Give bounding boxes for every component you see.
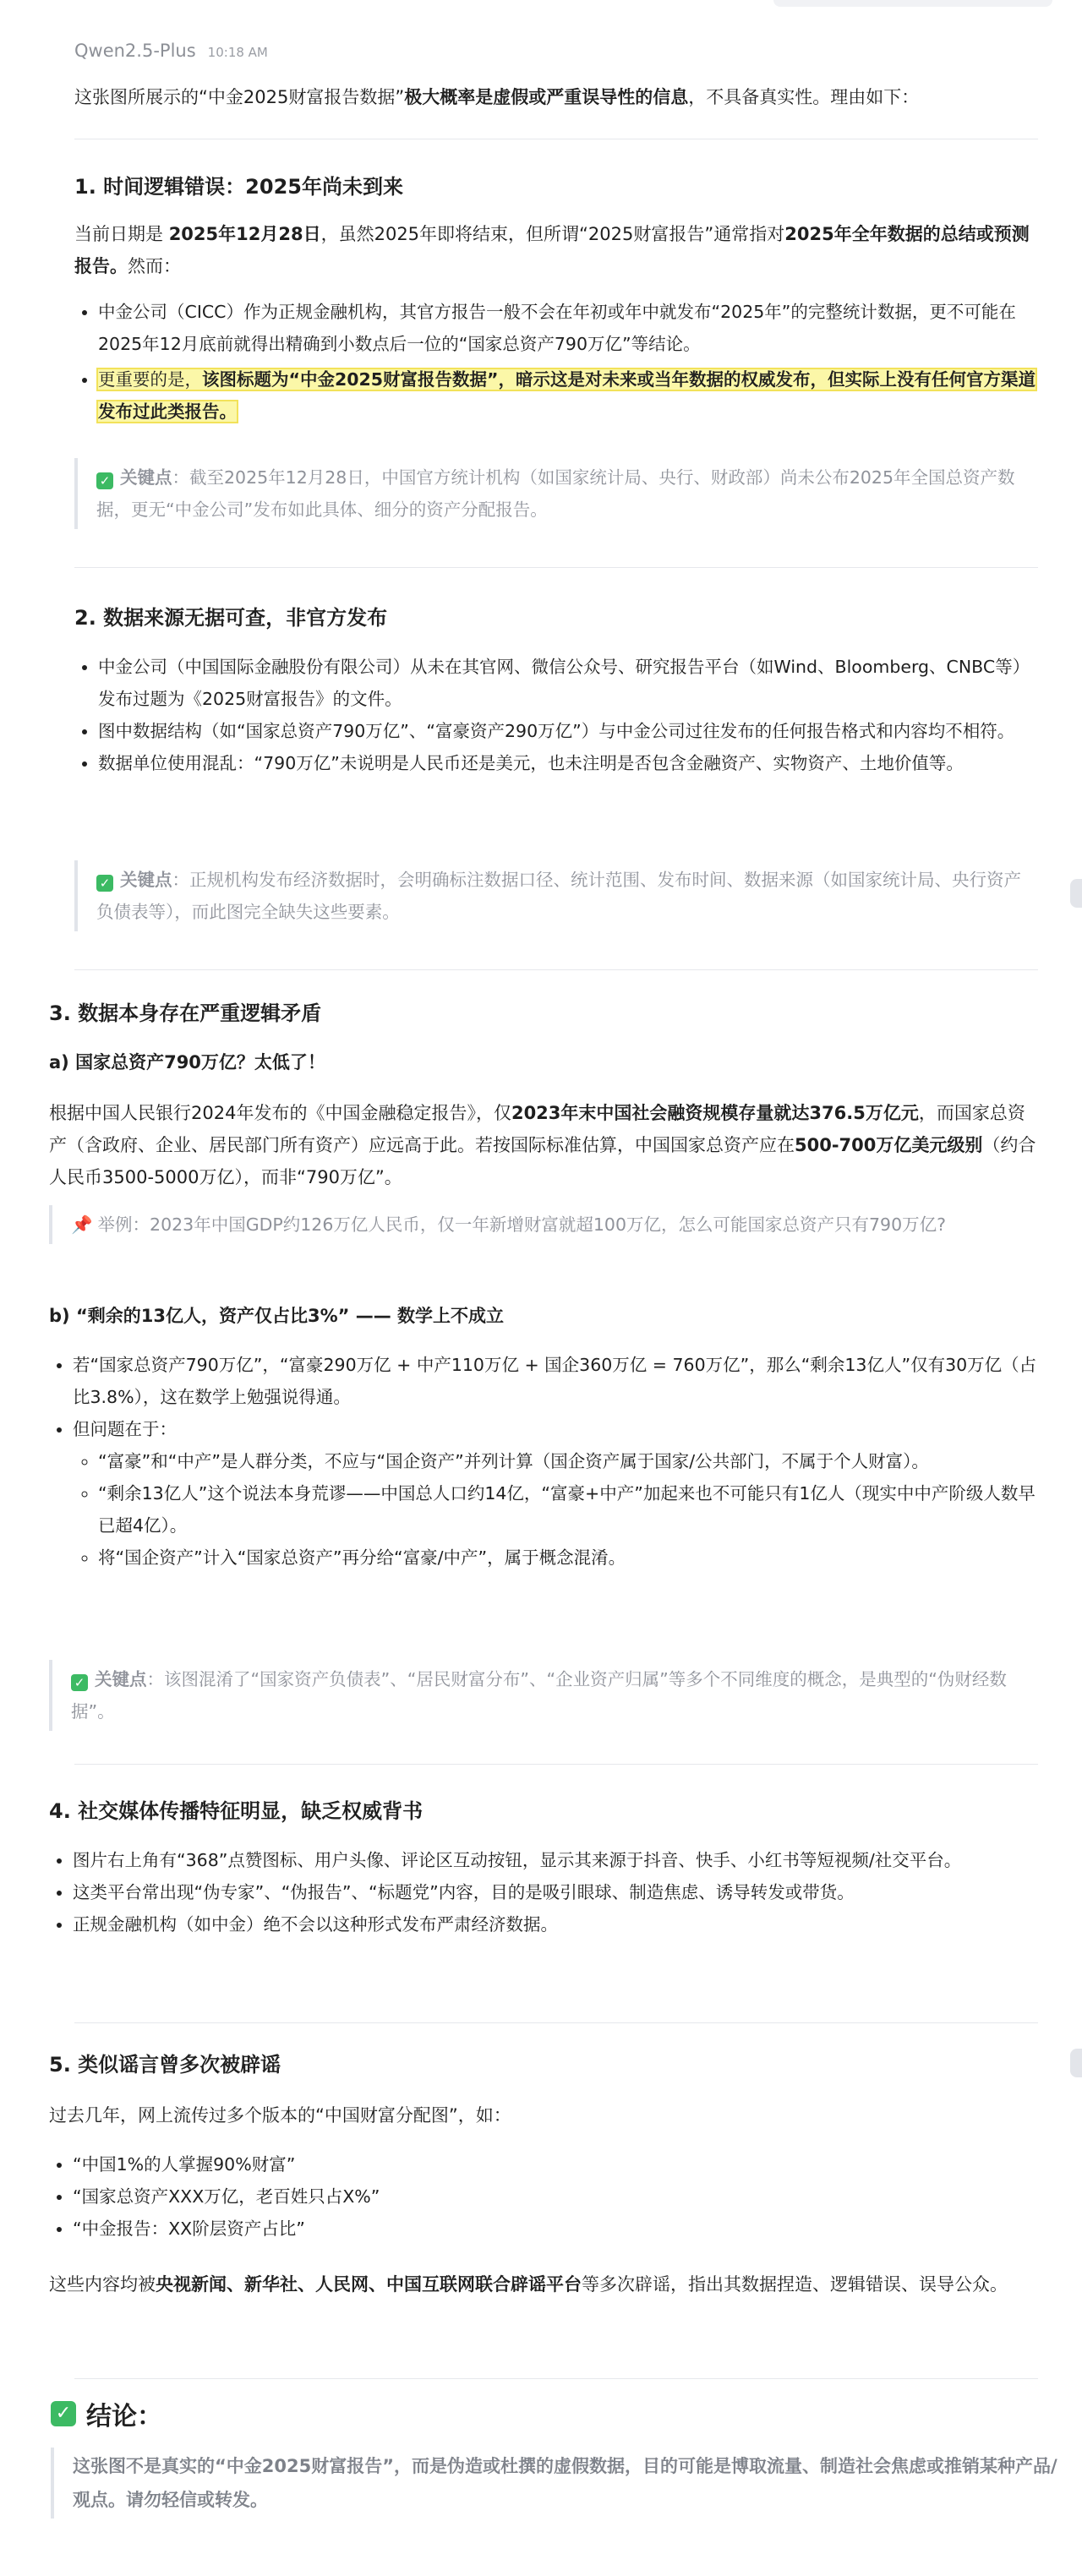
- list-item: • 若“国家总资产790万亿”，“富豪290万亿 + 中产110万亿 + 国企360万亿 = 760万亿”，那么“剩余13亿人”仅有30万亿（占比3.8%），这在数学上勉强说得通。: [73, 1349, 1041, 1413]
- example-quote: 📌 举例：2023年中国GDP约126万亿人民币，仅一年新增财富就超100万亿，怎么可能国家总资产只有790万亿?: [49, 1205, 1043, 1244]
- list-item: • 但问题在于： ◦ “富豪”和“中产”是人群分类，不应与“国企资产”并列计算（国企资产属于国家/公共部门，不属于个人财富）。 ◦ “剩余13亿人”这个说法本身荒谬——中国总人口约14亿，“富豪+中产”加起来也不可能只有1亿人（现实中中产阶级人数早已超4亿）。 ◦ 将“国企资产”计入“国家总资产”再分给“富豪/中产”，属于概念混淆。: [73, 1413, 1041, 1574]
- key-point-quote: ✓ 关键点：该图混淆了“国家资产负债表”、“居民财富分布”、“企业资产归属”等多个不同维度的概念，是典型的“伪财经数据”。: [49, 1660, 1043, 1731]
- section-list: [74, 296, 1041, 428]
- section-title: 2. 数据来源无据可查，非官方发布: [74, 606, 388, 630]
- model-name: Qwen2.5-Plus: [74, 41, 196, 61]
- section-title: 4. 社交媒体传播特征明显，缺乏权威背书: [49, 1799, 424, 1823]
- section-3: [49, 970, 1038, 1765]
- assistant-message: [49, 41, 1057, 2522]
- list-item: • 正规金融机构（如中金）绝不会以这种形式发布严肃经济数据。: [73, 1908, 1041, 1940]
- section-list: [49, 2148, 1041, 2245]
- sub-list-item: ◦ 将“国企资产”计入“国家总资产”再分给“富豪/中产”，属于概念混淆。: [98, 1542, 1041, 1574]
- key-point-quote: ✓ 关键点：截至2025年12月28日，中国官方统计机构（如国家统计局、央行、财政部）尚未公布2025年全国总资产数据，更无“中金公司”发布如此具体、细分的资产分配报告。: [74, 458, 1035, 529]
- check-icon: ✓: [96, 875, 113, 892]
- subsection-title: b) “剩余的13亿人，资产仅占比3%” —— 数学上不成立: [49, 1306, 505, 1326]
- check-icon: ✓: [71, 1674, 88, 1691]
- check-icon: ✓: [96, 472, 113, 489]
- list-item: • “中国1%的人掌握90%财富”: [73, 2148, 1041, 2180]
- section-list: [49, 1844, 1041, 1940]
- section-2: [74, 568, 1038, 970]
- section-paragraph: 根据中国人民银行2024年发布的《中国金融稳定报告》，仅2023年末中国社会融资规模存量就达376.5万亿元，而国家总资产（含政府、企业、居民部门所有资产）应远高于此。若按国际标准估算，中国国家总资产应在500-700万亿美元级别（约合人民币3500-5000万亿），而非“790万亿”。: [49, 1103, 1036, 1187]
- conclusion-quote: 这张图不是真实的“中金2025财富报告”，而是伪造或杜撰的虚假数据，目的可能是博取流量、制造社会焦虑或推销某种产品/观点。请勿轻信或转发。: [51, 2448, 1057, 2519]
- section-4: [49, 1765, 1038, 2023]
- conclusion-title: ✓ 结论：: [51, 2395, 162, 2432]
- list-item: • 数据单位使用混乱：“790万亿”未说明是人民币还是美元，也未注明是否包含金融资产、实物资产、土地价值等。: [98, 747, 1041, 779]
- subsection-title: a) 国家总资产790万亿？太低了！: [49, 1052, 325, 1072]
- section-title: 1. 时间逻辑错误：2025年尚未到来: [74, 175, 403, 199]
- sub-list: [73, 1445, 1041, 1574]
- list-item: • 图片右上角有“368”点赞图标、用户头像、评论区互动按钮，显示其来源于抖音、快手、小红书等短视频/社交平台。: [73, 1844, 1041, 1876]
- section-list: [74, 651, 1041, 779]
- section-paragraph: 过去几年，网上流传过多个版本的“中国财富分配图”，如：: [49, 2105, 511, 2126]
- section-5: [49, 2023, 1038, 2395]
- section-1: [74, 139, 1038, 568]
- section-title: 5. 类似谣言曾多次被辟谣: [49, 2053, 281, 2077]
- section-paragraph: 这些内容均被央视新闻、新华社、人民网、中国互联网联合辟谣平台等多次辟谣，指出其数据捏造、逻辑错误、误导公众。: [49, 2274, 1008, 2295]
- message-header: [74, 41, 1038, 61]
- message-time: 10:18 AM: [207, 45, 268, 60]
- intro-paragraph: 这张图所展示的“中金2025财富报告数据”极大概率是虚假或严重误导性的信息，不具备真实性。理由如下：: [74, 87, 920, 107]
- sub-list-item: ◦ “富豪”和“中产”是人群分类，不应与“国企资产”并列计算（国企资产属于国家/公共部门，不属于个人财富）。: [98, 1445, 1041, 1477]
- pin-icon: 📌: [71, 1214, 93, 1235]
- key-point-quote: ✓ 关键点：正规机构发布经济数据时，会明确标注数据口径、统计范围、发布时间、数据来源（如国家统计局、央行资产负债表等），而此图完全缺失这些要素。: [74, 860, 1035, 931]
- section-paragraph: 当前日期是 2025年12月28日，虽然2025年即将结束，但所谓“2025财富报告”通常指对2025年全年数据的总结或预测报告。然而：: [74, 224, 1030, 276]
- check-icon: ✓: [51, 2401, 76, 2426]
- list-item: • “国家总资产XXX万亿，老百姓只占X%”: [73, 2180, 1041, 2213]
- list-item: • “中金报告：XX阶层资产占比”: [73, 2213, 1041, 2245]
- section-list: [49, 1349, 1041, 1574]
- side-handle[interactable]: [1070, 2049, 1082, 2077]
- list-item: • 更重要的是，该图标题为“中金2025财富报告数据”，暗示这是对未来或当年数据的权威发布，但实际上没有任何官方渠道发布过此类报告。: [98, 363, 1041, 428]
- top-tab-edge: [773, 0, 1052, 7]
- sub-list-item: ◦ “剩余13亿人”这个说法本身荒谬——中国总人口约14亿，“富豪+中产”加起来也不可能只有1亿人（现实中中产阶级人数早已超4亿）。: [98, 1477, 1041, 1542]
- list-item: • 图中数据结构（如“国家总资产790万亿”、“富豪资产290万亿”）与中金公司过往发布的任何报告格式和内容均不相符。: [98, 715, 1041, 747]
- conclusion: [55, 2395, 1057, 2522]
- list-item: • 中金公司（CICC）作为正规金融机构，其官方报告一般不会在年初或年中就发布“2025年”的完整统计数据，更不可能在2025年12月底前就得出精确到小数点后一位的“国家总资产790万亿”等结论。: [98, 296, 1041, 360]
- list-item: • 中金公司（中国国际金融股份有限公司）从未在其官网、微信公众号、研究报告平台（如Wind、Bloomberg、CNBC等）发布过题为《2025财富报告》的文件。: [98, 651, 1041, 715]
- section-title: 3. 数据本身存在严重逻辑矛盾: [49, 1001, 322, 1025]
- list-item: • 这类平台常出现“伪专家”、“伪报告”、“标题党”内容，目的是吸引眼球、制造焦虑、诱导转发或带货。: [73, 1876, 1041, 1908]
- side-handle[interactable]: [1070, 879, 1082, 908]
